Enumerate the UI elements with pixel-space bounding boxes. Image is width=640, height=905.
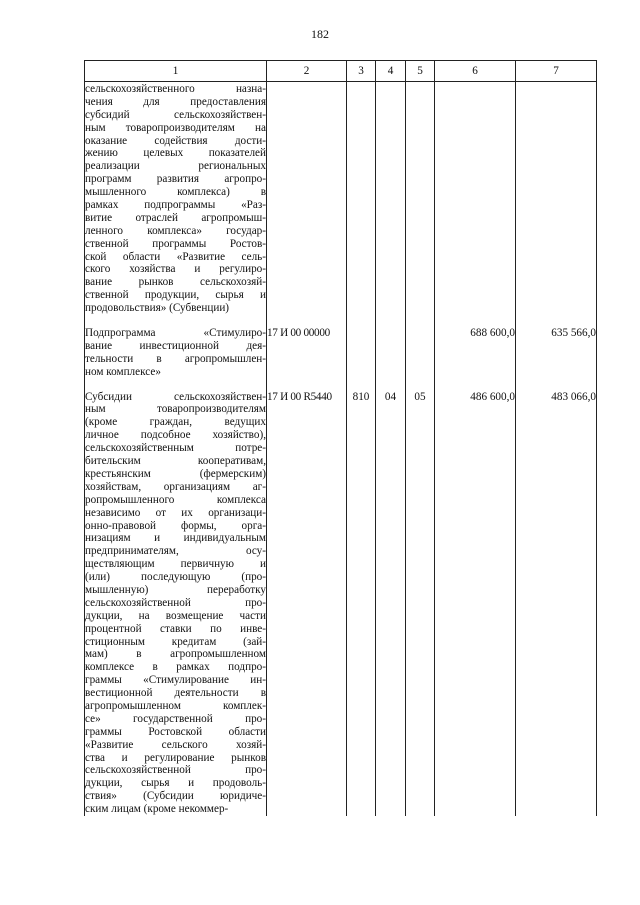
row-amount-col7-cell: 483 066,0	[516, 379, 597, 816]
row-name-line: граммы «Стимулирование ин-	[85, 674, 266, 687]
row-amount-col7-cell: 635 566,0	[516, 315, 597, 379]
row-amount-col6-cell	[435, 82, 516, 316]
row-name-line: ном комплексе»	[85, 365, 161, 378]
budget-table	[84, 60, 597, 816]
row-name-line: сельскохозяйственной про-	[85, 596, 266, 609]
row-col4-cell	[376, 315, 406, 379]
table-row	[85, 315, 597, 379]
row-code-cell	[267, 82, 347, 316]
row-name-line: вестиционной деятельности в	[85, 687, 266, 700]
header-col-1: 1	[85, 61, 267, 82]
row-name-line: Субсидии сельскохозяйствен-	[85, 390, 266, 403]
page-number: 182	[311, 27, 329, 41]
row-name-line: Подпрограмма «Стимулиро-	[85, 327, 266, 340]
row-name-line: предпринимателям, осу-	[85, 545, 266, 558]
row-name-line: ным товаропроизводителям	[85, 403, 266, 416]
row-name-line: мышленную) переработку	[85, 583, 266, 596]
row-name-line: крестьянским (фермерским)	[85, 467, 266, 480]
row-name-line: граммы Ростовской области	[85, 725, 266, 738]
row-code-cell: 17 И 00 R5440	[267, 379, 347, 816]
row-name-line: ским лицам (кроме некоммер-	[85, 803, 229, 816]
row-name-line: вание инвестиционной дея-	[85, 339, 266, 352]
header-col-2: 2	[267, 61, 347, 82]
row-name-line: личное подсобное хозяйство),	[85, 429, 266, 442]
header-col-3: 3	[347, 61, 376, 82]
header-col-5: 5	[406, 61, 435, 82]
row-name-line: ского хозяйства и регулиро-	[85, 263, 266, 276]
row-name-line: ской области «Развитие сель-	[85, 250, 266, 263]
row-name-line: се» государственной про-	[85, 712, 266, 725]
row-name-line: онно-правовой формы, орга-	[85, 519, 266, 532]
row-name-line: рамках подпрограммы «Раз-	[85, 199, 266, 212]
row-col4-cell	[376, 82, 406, 316]
table-row	[85, 379, 597, 816]
row-col3-cell	[347, 315, 376, 379]
row-name-line: хозяйствам, организациям аг-	[85, 480, 266, 493]
row-name-line: бительским кооперативам,	[85, 455, 266, 468]
header-col-7: 7	[516, 61, 597, 82]
row-col4-cell: 04	[376, 379, 406, 816]
row-name-line: (кроме граждан, ведущих	[85, 416, 266, 429]
row-name-line: ства и регулирование рынков	[85, 751, 266, 764]
header-col-6: 6	[435, 61, 516, 82]
row-name-line: агропромышленном комплек-	[85, 699, 266, 712]
row-name-line: субсидий сельскохозяйствен-	[85, 108, 266, 121]
table-header-row	[85, 61, 597, 82]
row-name-line: вание рынков сельскохозяй-	[85, 276, 266, 289]
row-name-line: жению целевых показателей	[85, 147, 266, 160]
row-col5-cell	[406, 82, 435, 316]
row-name-line: тельности в агропромышлен-	[85, 352, 266, 365]
row-name-line: витие отраслей агропромыш-	[85, 211, 266, 224]
row-name-line: программ развития агропро-	[85, 173, 266, 186]
row-name-line: (или) последующую (про-	[85, 571, 266, 584]
row-name-cell	[85, 315, 267, 379]
row-name-line: дукции, сырья и продоволь-	[85, 777, 266, 790]
row-amount-col7-cell	[516, 82, 597, 316]
row-name-line: сельскохозяйственного назна-	[85, 83, 266, 95]
row-name-line: ственной программы Ростов-	[85, 237, 266, 250]
table-row	[85, 82, 597, 316]
row-name-line: оказание содействия дости-	[85, 134, 266, 147]
row-name-line: низациям и индивидуальным	[85, 532, 266, 545]
row-name-line: ственной продукции, сырья и	[85, 289, 266, 302]
row-name-line: сельскохозяйственной про-	[85, 764, 266, 777]
row-name-line: процентной ставки по инве-	[85, 622, 266, 635]
row-name-line: мышленного комплекса) в	[85, 186, 266, 199]
row-name-line: ществляющим первичную и	[85, 558, 266, 571]
row-name-line: ленного комплекса» государ-	[85, 224, 266, 237]
row-name-line: ропромышленного комплекса	[85, 493, 266, 506]
row-name-line: продовольствия» (Субвенции)	[85, 302, 230, 315]
row-name-line: независимо от их организаци-	[85, 506, 266, 519]
row-name-line: ным товаропроизводителям на	[85, 121, 266, 134]
row-name-line: дукции, на возмещение части	[85, 609, 266, 622]
row-name-line: мам) в агропромышленном	[85, 648, 266, 661]
header-col-4: 4	[376, 61, 406, 82]
row-col5-cell	[406, 315, 435, 379]
row-col3-cell	[347, 82, 376, 316]
row-amount-col6-cell: 486 600,0	[435, 379, 516, 816]
row-name-line: «Развитие сельского хозяй-	[85, 738, 266, 751]
row-name-cell	[85, 379, 267, 816]
row-col5-cell: 05	[406, 379, 435, 816]
row-name-line: чения для предоставления	[85, 95, 266, 108]
row-col3-cell: 810	[347, 379, 376, 816]
table-body	[85, 82, 597, 816]
row-name-line: стиционным кредитам (зай-	[85, 635, 266, 648]
row-name-line: реализации региональных	[85, 160, 266, 173]
row-code-cell: 17 И 00 00000	[267, 315, 347, 379]
row-name-line: сельскохозяйственным потре-	[85, 442, 266, 455]
row-name-cell	[85, 82, 267, 316]
row-amount-col6-cell: 688 600,0	[435, 315, 516, 379]
row-name-line: комплексе в рамках подпро-	[85, 661, 266, 674]
row-name-line: ствия» (Субсидии юридиче-	[85, 790, 266, 803]
